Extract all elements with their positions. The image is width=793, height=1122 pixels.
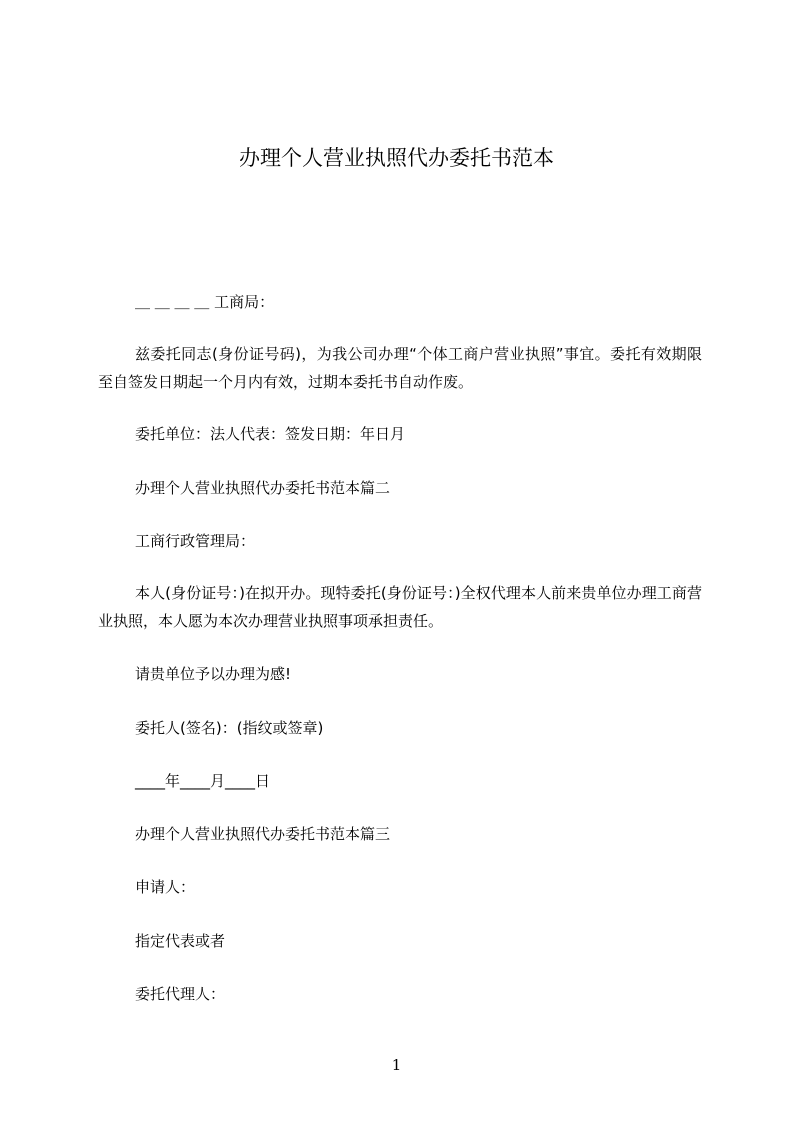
paragraph-date-line: ____年____月____日 bbox=[135, 772, 271, 790]
paragraph-entrust-body: 兹委托同志(身份证号码)，为我公司办理“个体工商户营业执照”事宜。委托有效期限至自签发日期起一个月内有效，过期本委托书自动作废。 bbox=[98, 345, 702, 391]
section-heading-part-three: 办理个人营业执照代办委托书范本篇三 bbox=[135, 825, 391, 843]
paragraph-request: 请贵单位予以办理为感! bbox=[135, 665, 292, 683]
paragraph-designated-representative: 指定代表或者 bbox=[135, 932, 226, 950]
paragraph-authorization-body: 本人(身份证号：)在拟开办。现特委托(身份证号：)全权代理本人前来贵单位办理工商营业执照，本人愿为本次办理营业执照事项承担责任。 bbox=[98, 584, 702, 630]
paragraph-principal-signature: 委托人(签名)：(指纹或签章) bbox=[135, 719, 324, 737]
paragraph-addressee: ＿ ＿ ＿ ＿ 工商局： bbox=[135, 293, 275, 311]
section-heading-part-two: 办理个人营业执照代办委托书范本篇二 bbox=[135, 479, 391, 497]
paragraph-entrust-signature: 委托单位：法人代表：签发日期：年日月 bbox=[135, 425, 406, 443]
page-number: 1 bbox=[391, 1056, 402, 1074]
paragraph-bureau: 工商行政管理局： bbox=[135, 532, 256, 550]
paragraph-applicant: 申请人： bbox=[135, 878, 196, 896]
document-title: 办理个人营业执照代办委托书范本 bbox=[239, 146, 554, 170]
paragraph-agent: 委托代理人： bbox=[135, 985, 226, 1003]
